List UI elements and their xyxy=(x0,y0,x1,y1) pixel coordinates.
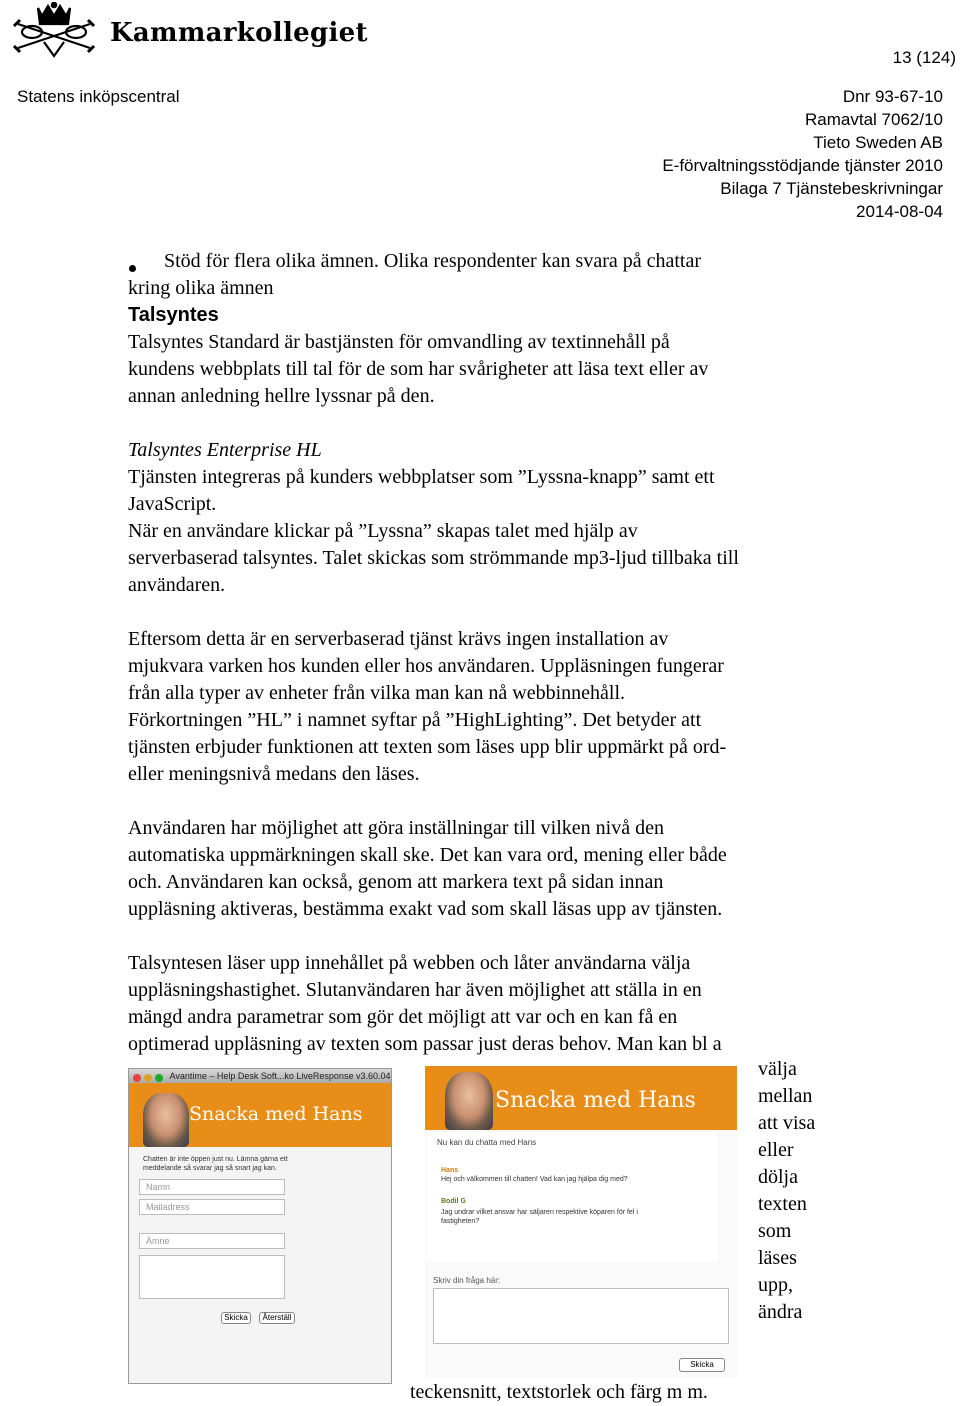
text-line: Eftersom detta är en serverbaserad tjänst krävs ingen installation av xyxy=(128,628,669,650)
host-photo xyxy=(143,1093,189,1147)
chat-banner xyxy=(129,1083,391,1147)
close-dot-icon xyxy=(133,1074,141,1082)
send-button[interactable]: Skicka xyxy=(221,1312,251,1324)
text-line: tjänsten erbjuder funktionen att texten som läses upp blir uppmärkt på ord- xyxy=(128,736,727,758)
chat-area xyxy=(427,1132,717,1262)
send-button[interactable]: Skicka xyxy=(679,1358,725,1372)
wrapped-word: dölja xyxy=(758,1166,798,1188)
text-line: optimerad uppläsning av texten som passar just deras behov. Man kan bl a xyxy=(128,1033,722,1055)
header-meta-line: Tieto Sweden AB xyxy=(813,133,943,152)
text-line: serverbaserad talsyntes. Talet skickas som strömmande mp3-ljud tillbaka till xyxy=(128,547,739,569)
text-line: Tjänsten integreras på kunders webbplatser som ”Lyssna-knapp” samt ett xyxy=(128,466,715,488)
reset-button[interactable]: Återställ xyxy=(259,1312,295,1324)
offline-message: Chatten är inte öppen just nu. Lämna gärna ett meddelande så svarar jag så snart jag kan. xyxy=(143,1156,288,1172)
wrapped-text-column xyxy=(758,1056,848,1326)
subject-field[interactable]: Ämne xyxy=(139,1233,285,1249)
banner-title: Snacka med Hans xyxy=(189,1103,363,1125)
message-author: Bodil G xyxy=(441,1198,466,1205)
wrapped-word: välja xyxy=(758,1058,797,1080)
screenshot-contact-form xyxy=(128,1068,392,1384)
text-line: eller meningsnivå medans den läses. xyxy=(128,763,420,785)
window-title: Avantime – Help Desk Soft...ko LiveResponse v3.60.04 xyxy=(169,1071,391,1081)
text-line: från alla typer av enheter från vilka man kan nå webbinnehåll. xyxy=(128,682,626,704)
header-organization: Statens inköpscentral xyxy=(17,87,180,106)
header-meta-line: Ramavtal 7062/10 xyxy=(805,110,943,129)
bullet-dot-icon xyxy=(129,265,136,272)
text-line: Talsyntesen läser upp innehållet på webben och låter användarna välja xyxy=(128,952,691,974)
bullet-line: Stöd för flera olika ämnen. Olika respondenter kan svara på chattar xyxy=(164,250,702,272)
wrapped-word: mellan xyxy=(758,1085,813,1107)
wrapped-word: som xyxy=(758,1220,792,1242)
header-meta-line: E-förvaltningsstödjande tjänster 2010 xyxy=(662,156,943,175)
text-line: och. Användaren kan också, genom att markera text på sidan innan xyxy=(128,871,664,893)
text-line: Användaren har möjlighet att göra inställningar till vilken nivå den xyxy=(128,817,664,839)
bullet-text xyxy=(128,248,702,302)
header-meta-line: 2014-08-04 xyxy=(856,202,943,221)
kammarkollegiet-logo xyxy=(4,2,104,58)
chat-heading: Nu kan du chatta med Hans xyxy=(437,1138,537,1147)
paragraph-1 xyxy=(128,464,848,599)
text-line: mängd andra parametrar som gör det möjligt att var och en kan få en xyxy=(128,1006,678,1028)
last-line: teckensnitt, textstorlek och färg m m. xyxy=(410,1381,708,1403)
text-line: När en användare klickar på ”Lyssna” skapas talet med hjälp av xyxy=(128,520,638,542)
text-line: Förkortningen ”HL” i namnet syftar på ”HighLighting”. Det betyder att xyxy=(128,709,702,731)
screenshot-chat-window xyxy=(425,1066,737,1378)
window-titlebar xyxy=(129,1069,391,1083)
wrapped-word: upp, xyxy=(758,1274,793,1296)
message-text: Jag undrar vilket ansvar har säljaren respektive köparen för fel i fastigheten? xyxy=(441,1209,638,1225)
logo-wordmark: Kammarkollegiet xyxy=(110,18,368,48)
question-label: Skriv din fråga här: xyxy=(433,1276,501,1285)
name-field[interactable]: Namn xyxy=(139,1179,285,1195)
zoom-dot-icon xyxy=(155,1074,163,1082)
text-line: uppläsning aktiveras, bestämma exakt vad som skall läsas upp av tjänsten. xyxy=(128,898,723,920)
header-meta-line: Bilaga 7 Tjänstebeskrivningar xyxy=(720,179,943,198)
email-field[interactable]: Mailadress xyxy=(139,1199,285,1215)
chat-banner xyxy=(425,1066,737,1130)
text-line: Talsyntes Standard är bastjänsten för omvandling av textinnehåll på xyxy=(128,331,670,353)
message-textarea[interactable] xyxy=(139,1255,285,1299)
message-author: Hans xyxy=(441,1167,459,1174)
banner-title: Snacka med Hans xyxy=(495,1088,696,1113)
paragraph-4 xyxy=(128,950,848,1058)
header-meta-block xyxy=(662,85,943,223)
message-text: Hej och välkommen till chatten! Vad kan jag hjälpa dig med? xyxy=(441,1176,628,1183)
text-line: JavaScript. xyxy=(128,493,217,515)
host-photo xyxy=(445,1072,493,1130)
page-number: 13 (124) xyxy=(892,48,956,67)
section-heading: Talsyntes xyxy=(128,304,219,326)
text-line: kundens webbplats till tal för de som har svårigheter att läsa text eller av xyxy=(128,358,709,380)
wrapped-word: ändra xyxy=(758,1301,803,1323)
text-line: automatiska uppmärkningen skall ske. Det kan vara ord, mening eller både xyxy=(128,844,727,866)
text-line: uppläsningshastighet. Slutanvändaren har även möjlighet att ställa in en xyxy=(128,979,702,1001)
text-line: användaren. xyxy=(128,574,226,596)
wrapped-word: läses xyxy=(758,1247,797,1269)
paragraph-3 xyxy=(128,815,848,923)
header-meta-line: Dnr 93-67-10 xyxy=(842,87,943,106)
paragraph-2 xyxy=(128,626,848,788)
intro-paragraph xyxy=(128,329,848,410)
crown-emblem-icon xyxy=(4,2,104,58)
text-line: annan anledning hellre lyssnar på den. xyxy=(128,385,435,407)
wrapped-word: texten xyxy=(758,1193,807,1215)
bullet-line: kring olika ämnen xyxy=(128,277,274,299)
minimize-dot-icon xyxy=(144,1074,152,1082)
text-line: mjukvara varken hos kunden eller hos användaren. Uppläsningen fungerar xyxy=(128,655,724,677)
question-textarea[interactable] xyxy=(433,1288,729,1344)
wrapped-word: att visa xyxy=(758,1112,816,1134)
sub-heading: Talsyntes Enterprise HL xyxy=(128,439,322,461)
wrapped-word: eller xyxy=(758,1139,794,1161)
